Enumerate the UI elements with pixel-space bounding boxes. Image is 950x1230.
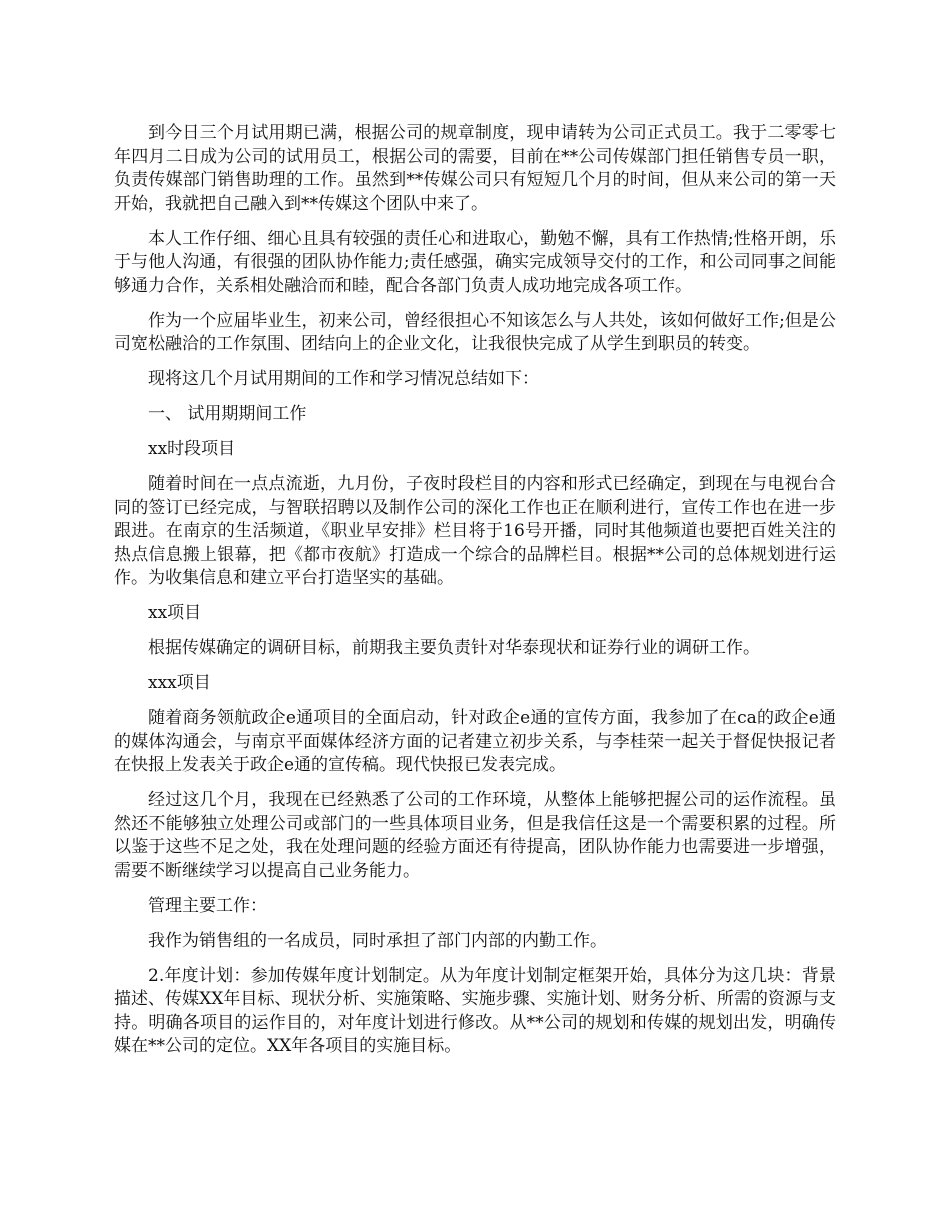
paragraph-research-project: 根据传媒确定的调研目标，前期我主要负责针对华泰现状和证券行业的调研工作。 — [148, 638, 760, 658]
paragraph-summary-intro: 现将这几个月试用期间的工作和学习情况总结如下： — [148, 369, 539, 389]
paragraph-annual-plan: 2.年度计划：参加传媒年度计划制定。从为年度计划制定框架开始，具体分为这几块：背景描述、传媒XX年目标、现状分析、实施策略、实施步骤、实施计划、财务分析、所需的资源与支持。明确各项目的运作目的，对年度计划进行修改。从**公司的规划和传媒的规划出发，明确传媒在**公司的定位。XX年各项目的实施目标。 — [114, 965, 836, 1056]
paragraph-adaptation: 作为一个应届毕业生，初来公司，曾经很担心不知该怎么与人共处，该如何做好工作;但是公司宽松融洽的工作氛围、团结向上的企业文化，让我很快完成了从学生到职员的转变。 — [114, 310, 836, 354]
paragraph-intro: 到今日三个月试用期已满，根据公司的规章制度，现申请转为公司正式员工。我于二零零七年四月二日成为公司的试用员工，根据公司的需要，目前在**公司传媒部门担任销售专员一职，负责传媒部门销售助理的工作。虽然到**传媒公司只有短短几个月的时间，但从来公司的第一天开始，我就把自己融入到**传媒这个团队中来了。 — [114, 123, 836, 214]
project-heading-research: xx项目 — [148, 603, 202, 623]
document-body — [114, 122, 836, 1070]
paragraph-egov-project: 随着商务领航政企e通项目的全面启动，针对政企e通的宣传方面，我参加了在ca的政企e通的媒体沟通会，与南京平面媒体经济方面的记者建立初步关系，与李桂荣一起关于督促快报记者在快报上发表关于政企e通的宣传稿。现代快报已发表完成。 — [114, 708, 836, 775]
section-heading-management: 管理主要工作： — [148, 895, 267, 916]
paragraph-reflection: 经过这几个月，我现在已经熟悉了公司的工作环境，从整体上能够把握公司的运作流程。虽然还不能够独立处理公司或部门的一些具体项目业务，但是我信任这是一个需要积累的过程。所以鉴于这些不足之处，我在处理问题的经验方面还有待提高，团队协作能力也需要进一步增强，需要不断继续学习以提高自己业务能力。 — [114, 790, 836, 881]
project-heading-egov: xxx项目 — [148, 673, 211, 693]
project-heading-timeslot: xx时段项目 — [148, 439, 236, 459]
paragraph-role: 我作为销售组的一名成员，同时承担了部门内部的内勤工作。 — [148, 930, 607, 951]
section-heading-probation-work: 一、 试用期期间工作 — [148, 404, 307, 424]
paragraph-timeslot-project: 随着时间在一点点流逝，九月份，子夜时段栏目的内容和形式已经确定，到现在与电视台合同的签订已经完成，与智联招聘以及制作公司的深化工作也正在顺利进行，宣传工作也在进一步跟进。在南京的生活频道，《职业早安排》栏目将于16号开播，同时其他频道也要把百姓关注的热点信息搬上银幕，把《都市夜航》打造成一个综合的品牌栏目。根据**公司的总体规划进行运作。为收集信息和建立平台打造坚实的基础。 — [114, 474, 836, 588]
paragraph-self-assessment: 本人工作仔细、细心且具有较强的责任心和进取心，勤勉不懈，具有工作热情;性格开朗，乐于与他人沟通，有很强的团队协作能力;责任感强，确实完成领导交付的工作，和公司同事之间能够通力合作，关系相处融洽而和睦，配合各部门负责人成功地完成各项工作。 — [114, 228, 836, 296]
